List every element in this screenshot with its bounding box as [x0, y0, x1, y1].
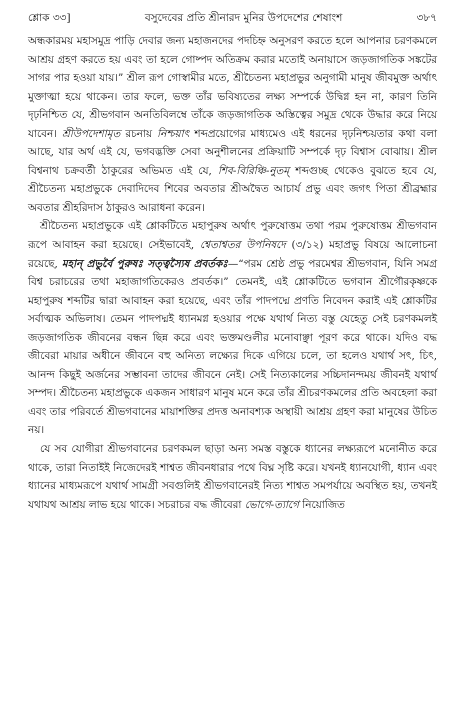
text-run: অন্ধকারময় মহাসমুদ্র পাড়ি দেবার জন্য মহাজনদের পদচিহ্ন অনুসরণ করতে হলে আপনার চরণকমলে আশ্রয় গ্রহণ করতে হয় এবং তা হলে গোষ্পদ অতিক্রম করার মতোই অনায়াসে জড়জাগতিক সঙ্কটের সাগর পার হওয়া যায়। [28, 35, 437, 85]
text-run: নিয়োজিত [298, 498, 345, 511]
paragraph-2 [28, 217, 437, 440]
text-run: যে সব যোগীরা শ্রীভগবানের চরণকমল ছাড়া অন্য সমস্ত বস্তুকে ধ্যানের লক্ষ্যরূপে মনোনীত করে থাকে, তারা নিতাইই নিজেদেরই শাশ্বত জীবনধারার পথে বিঘ্ন সৃষ্টি করে। যখনই ধ্যানযোগী, ধ্যান এবং ধ্যানের মাধ্যমরূপে যথার্থ সামগ্রী সবগুলিই শ্রীভগবানেরই নিত্য শাশ্বত সমপর্যায়ে অবস্থিত হয়, তখনই যথাযথ আশ্রয় লাভ হয়ে থাকে। সচরাচর বদ্ধ জীবেরা [28, 443, 437, 511]
text-run: (৩/১২) মহাপ্রভু বিষয়ে আলোচনা রয়েছে, [28, 239, 438, 270]
running-header [28, 10, 437, 32]
text-run: রচনায় [120, 127, 158, 140]
text-run: ” শ্রীল রূপ গোস্বামীর মতে, শ্রীচৈতন্য মহাপ্রভুর অনুগামী মানুষ জীবমুক্ত অর্থাৎ মুক্তাত্মা হয়ে থাকেন। তার ফলে, ভক্ত তাঁর ভবিষ্যতের লক্ষ্য সম্পর্কে উদ্বিগ্ন হন না, কারণ তিনি দৃঢ়নিশ্চিত যে, শ্রীভগবান অনতিবিলম্বে তাঁকে জড়জাগতিক অস্তিত্বের সমুদ্র থেকে উদ্ধার করে নিয়ে যাবেন। [28, 72, 438, 140]
text-run: শিব-বিরিঞ্চি-নুতম্ [217, 164, 290, 177]
text-run: শব্দপ্রয়োগের মাধ্যমেও এই ধরনের দৃঢ়নিশ্চয়তার কথা বলা আছে, যার অর্থ এই যে, ভগবদ্ভক্তি সেবা অনুশীলনের প্রক্রিয়াটি সম্পর্কে দৃঢ় বিশ্বাস বোঝায়। শ্রীল বিশ্বনাথ চক্রবর্তী ঠাকুরের অভিমত এই যে, [28, 127, 437, 177]
page-number: ৩৮৭ [416, 12, 437, 24]
text-run: শ্রীচৈতন্য মহাপ্রভুকে এই শ্লোকটিতে মহাপুরুষ অর্থাৎ পুরুষোত্তম তথা পরম পুরুষোত্তম শ্রীভগবান রূপে আবাহন করা হয়েছে। সেইভাবেই, [28, 220, 437, 252]
text-run: শ্রীউপদেশামৃত [61, 127, 121, 140]
text-run: নিশ্চয়াৎ [157, 127, 190, 140]
verse-reference: শ্লোক ৩৩] [28, 12, 71, 24]
paragraph-1 [28, 32, 437, 217]
page-body [28, 32, 437, 514]
text-run: শ্বেতাশ্বতর উপনিষদে [199, 239, 286, 252]
paragraph-3 [28, 440, 437, 514]
text-run: শব্দগুচ্ছ থেকেও বুঝতে হবে যে, শ্রীচৈতন্য মহাপ্রভুকে দেবাদিদেব শিবের অবতার শ্রীঅদ্বৈত আচার্য প্রভু এবং জগৎ পিতা শ্রীব্রহ্মার অবতার শ্রীহরিদাস ঠাকুরও আরাধনা করেন। [28, 164, 437, 214]
chapter-title: বসুদেবের প্রতি শ্রীনারদ মুনির উপদেশের শেষাংশ [144, 12, 343, 24]
text-run: —“পরম শ্রেষ্ঠ প্রভু পরমেশ্বর শ্রীভগবান, যিনি সমগ্র বিশ্ব চরাচরের তথা মহাজাগতিকেরও প্রবর্তক।” তেমনই, এই শ্লোকটিতে ভগবান শ্রীগৌরকৃষ্ণকে মহাপুরুষ শব্দটির দ্বারা আবাহন করা হয়েছে, এবং তাঁর পাদপদ্মে প্রণতি নিবেদন করাই এই শ্লোকটির সর্বাত্মক অভিলাষ। তেমন পাদপদ্মই ধ্যানমগ্ন হওয়ার পক্ষে যথার্থ নিত্য বস্তু যেহেতু সেই চরণকমলই জড়জাগতিক জীবনের বন্ধন ছিন্ন করে এবং ভক্তমণ্ডলীর মনোবাঞ্ছা পূরণ করে থাকে। যদিও বদ্ধ জীবেরা মায়ার অধীনে জীবনে বহু অনিত্য লক্ষ্যের দিকে এগিয়ে চলে, তা হলেও যথার্থ সৎ, চিৎ, আনন্দ কিছুই অর্জনের সম্ভাবনা তাদের জীবনে নেই। সেই নিত্যকালের সচ্চিদানন্দময় জীবনই যথার্থ সম্পদ। শ্রীচৈতন্য মহাপ্রভুকে একজন সাধারণ মানুষ মনে করে তাঁর শ্রীচরণকমলের প্রতি অবহেলা করা এবং তার পরিবর্তে শ্রীভগবানের মায়াশক্তির প্রদত্ত অনাবশ্যক অস্থায়ী আশ্রয় গ্রহণ করা মানুষের উচিত নয়। [28, 257, 438, 437]
text-run: ভোগে-ত্যাগে [244, 498, 299, 511]
text-run: মহান্ প্রভুর্বৈ পুরুষঃ সত্ত্বস্যৈষ প্রবর্তকঃ [61, 257, 228, 270]
